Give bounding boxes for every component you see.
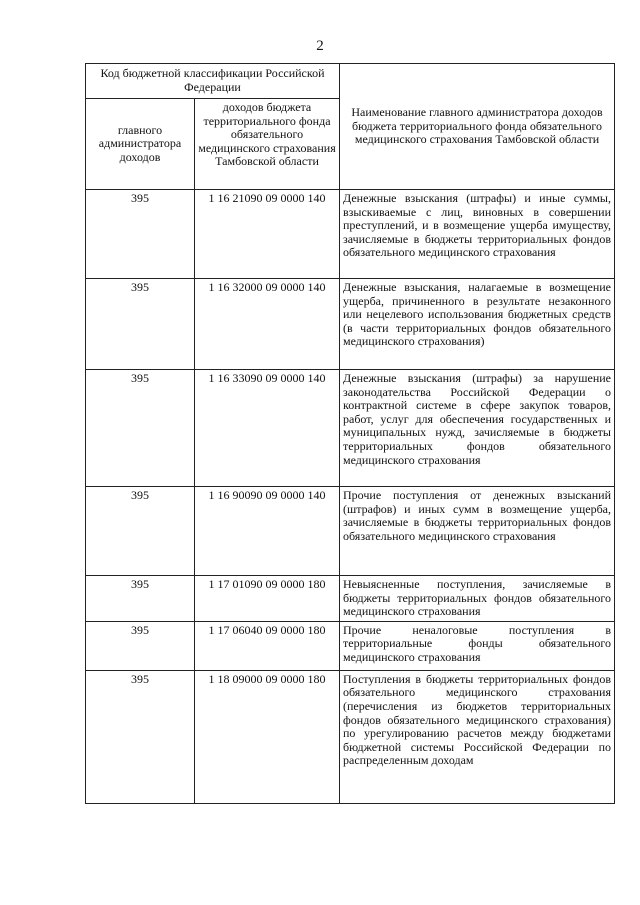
admin-code-cell: 395	[86, 576, 195, 622]
admin-code-cell: 395	[86, 487, 195, 576]
income-name-cell: Прочие неналоговые поступления в территориальные фонды обязательного медицинского страхования	[340, 621, 615, 670]
income-code-cell: 1 18 09000 09 0000 180	[195, 670, 340, 803]
income-code-cell: 1 17 06040 09 0000 180	[195, 621, 340, 670]
income-code-cell: 1 16 33090 09 0000 140	[195, 370, 340, 487]
income-code-cell: 1 16 32000 09 0000 140	[195, 279, 340, 370]
admin-code-cell: 395	[86, 370, 195, 487]
income-name-cell: Денежные взыскания (штрафы) и иные суммы, взыскиваемые с лиц, виновных в совершении преступлений, и в возмещение ущерба имуществу, зачисляемые в бюджеты территориальных фондов обязательного медицинского страхования	[340, 190, 615, 279]
kbk-header: Код бюджетной классификации Российской Федерации	[86, 64, 340, 99]
table-header-row	[86, 64, 615, 99]
income-code-cell: 1 16 21090 09 0000 140	[195, 190, 340, 279]
income-name-cell: Невыясненные поступления, зачисляемые в бюджеты территориальных фондов обязательного медицинского страхования	[340, 576, 615, 622]
table-row	[86, 576, 615, 622]
admin-code-cell: 395	[86, 621, 195, 670]
income-name-cell: Поступления в бюджеты территориальных фондов обязательного медицинского страхования (перечисления из бюджетов территориальных фондов обязательного медицинского страхования) по урегулированию расчетов между бюджетами бюджетной системы Российской Федерации по распределенным доходам	[340, 670, 615, 803]
name-column-header: Наименование главного администратора доходов бюджета территориального фонда обязательного медицинского страхования Тамбовской области	[340, 64, 615, 190]
budget-classification-table	[85, 63, 615, 804]
table-row	[86, 370, 615, 487]
page-number: 2	[316, 38, 324, 54]
table-row	[86, 279, 615, 370]
income-name-cell: Денежные взыскания, налагаемые в возмещение ущерба, причиненного в результате незаконного или нецелевого использования бюджетных средств (в части территориальных фондов обязательного медицинского страхования)	[340, 279, 615, 370]
admin-column-header: главного администратора доходов	[86, 99, 195, 190]
income-code-cell: 1 16 90090 09 0000 140	[195, 487, 340, 576]
table-row	[86, 621, 615, 670]
income-column-header: доходов бюджета территориального фонда обязательного медицинского страхования Тамбовской области	[195, 99, 340, 190]
admin-code-cell: 395	[86, 279, 195, 370]
table-row	[86, 487, 615, 576]
admin-code-cell: 395	[86, 190, 195, 279]
admin-code-cell: 395	[86, 670, 195, 803]
table-row	[86, 670, 615, 803]
table-row	[86, 190, 615, 279]
income-name-cell: Денежные взыскания (штрафы) за нарушение законодательства Российской Федерации о контрактной системе в сфере закупок товаров, работ, услуг для обеспечения государственных и муниципальных нужд, зачисляемые в бюджеты территориальных фондов обязательного медицинского страхования	[340, 370, 615, 487]
income-name-cell: Прочие поступления от денежных взысканий (штрафов) и иных сумм в возмещение ущерба, зачисляемые в бюджеты территориальных фондов обязательного медицинского страхования	[340, 487, 615, 576]
income-code-cell: 1 17 01090 09 0000 180	[195, 576, 340, 622]
